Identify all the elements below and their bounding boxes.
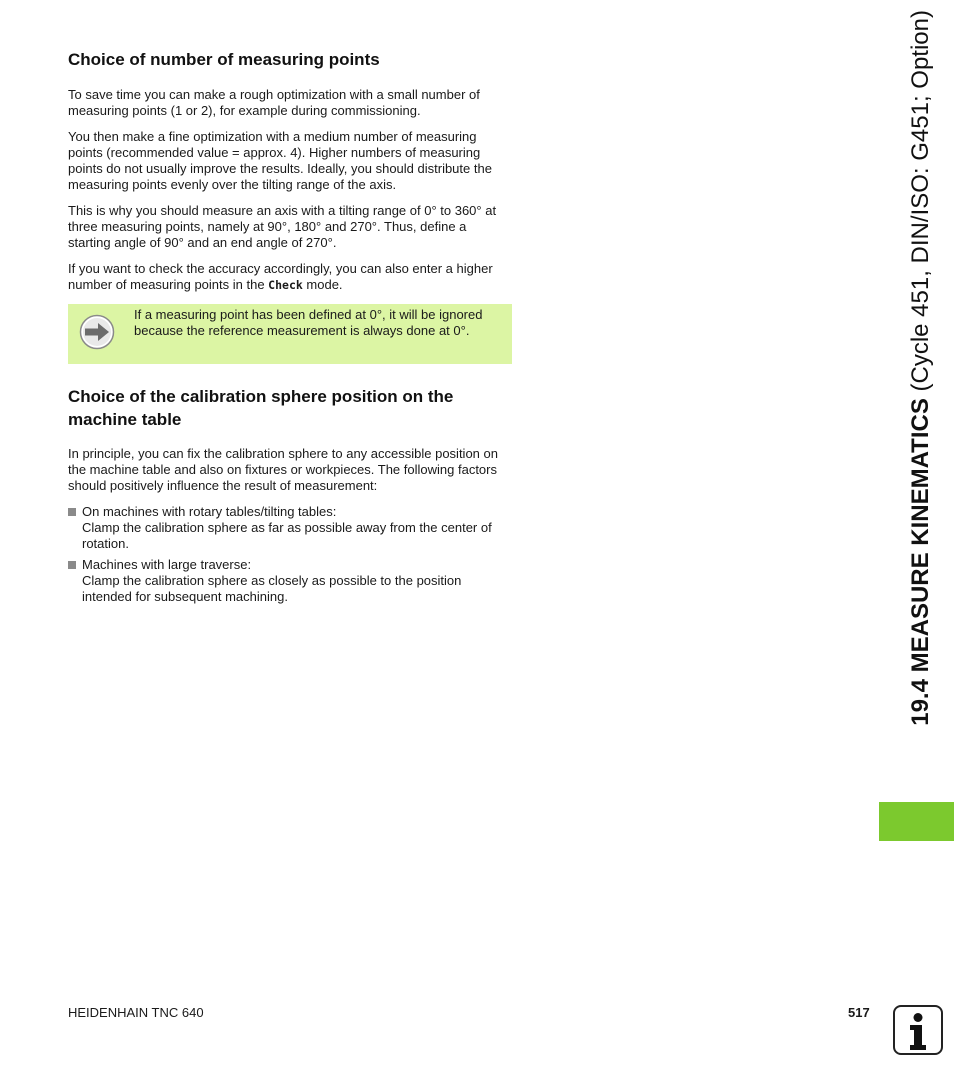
footer-product: HEIDENHAIN TNC 640: [68, 1005, 204, 1020]
note-text: If a measuring point has been defined at 0°, it will be ignored because the reference measurement is always done at 0°.: [134, 307, 483, 338]
check-mode-code: Check: [268, 278, 303, 292]
paragraph: To save time you can make a rough optimization with a small number of measuring points (1 or 2), for example during commissioning.: [68, 87, 480, 118]
paragraph: This is why you should measure an axis with a tilting range of 0° to 360° at three measuring points, namely at 90°, 180° and 270°. Thus, define a starting angle of 90° and an end angle of 270°.: [68, 203, 497, 250]
section-heading-calibration-sphere: Choice of the calibration sphere position on the machine table: [68, 387, 454, 429]
section-heading-measuring-points: Choice of number of measuring points: [68, 50, 380, 69]
list-item-title: On machines with rotary tables/tilting tables:: [82, 504, 337, 519]
note-box: [68, 304, 512, 364]
page-number: 517: [848, 1005, 870, 1020]
list-item: [68, 557, 512, 605]
arrow-right-icon: [79, 314, 115, 350]
square-bullet-icon: [68, 561, 76, 569]
paragraph-check-mode: [68, 261, 512, 293]
chapter-title-light: (Cycle 451, DIN/ISO: G451; Option): [907, 10, 934, 399]
chapter-side-title: [891, 0, 951, 841]
paragraph: You then make a fine optimization with a medium number of measuring points (recommended value = approx. 4). Higher numbers of measuring points do not usually improve the results. Ideally, you should distribute the measuring points evenly over the tilting range of the axis.: [68, 129, 492, 192]
list-item-title: Machines with large traverse:: [82, 557, 252, 572]
chapter-side-strip: [879, 0, 954, 841]
chapter-title-bold: 19.4 MEASURE KINEMATICS: [907, 398, 934, 726]
square-bullet-icon: [68, 508, 76, 516]
main-content: [68, 48, 512, 610]
list-item: [68, 504, 512, 552]
info-icon: [893, 1005, 943, 1055]
list-item-text: Clamp the calibration sphere as far as possible away from the center of rotation.: [82, 520, 492, 551]
list-item-text: Clamp the calibration sphere as closely as possible to the position intended for subsequent machining.: [82, 573, 462, 604]
paragraph-text: If you want to check the accuracy accordingly, you can also enter a higher number of measuring points in the: [68, 261, 493, 292]
bullet-list: [68, 504, 512, 605]
paragraph-text: mode.: [302, 277, 343, 292]
paragraph: In principle, you can fix the calibration sphere to any accessible position on the machine table and also on fixtures or workpieces. The following factors should positively influence the result of measurement:: [68, 446, 498, 493]
